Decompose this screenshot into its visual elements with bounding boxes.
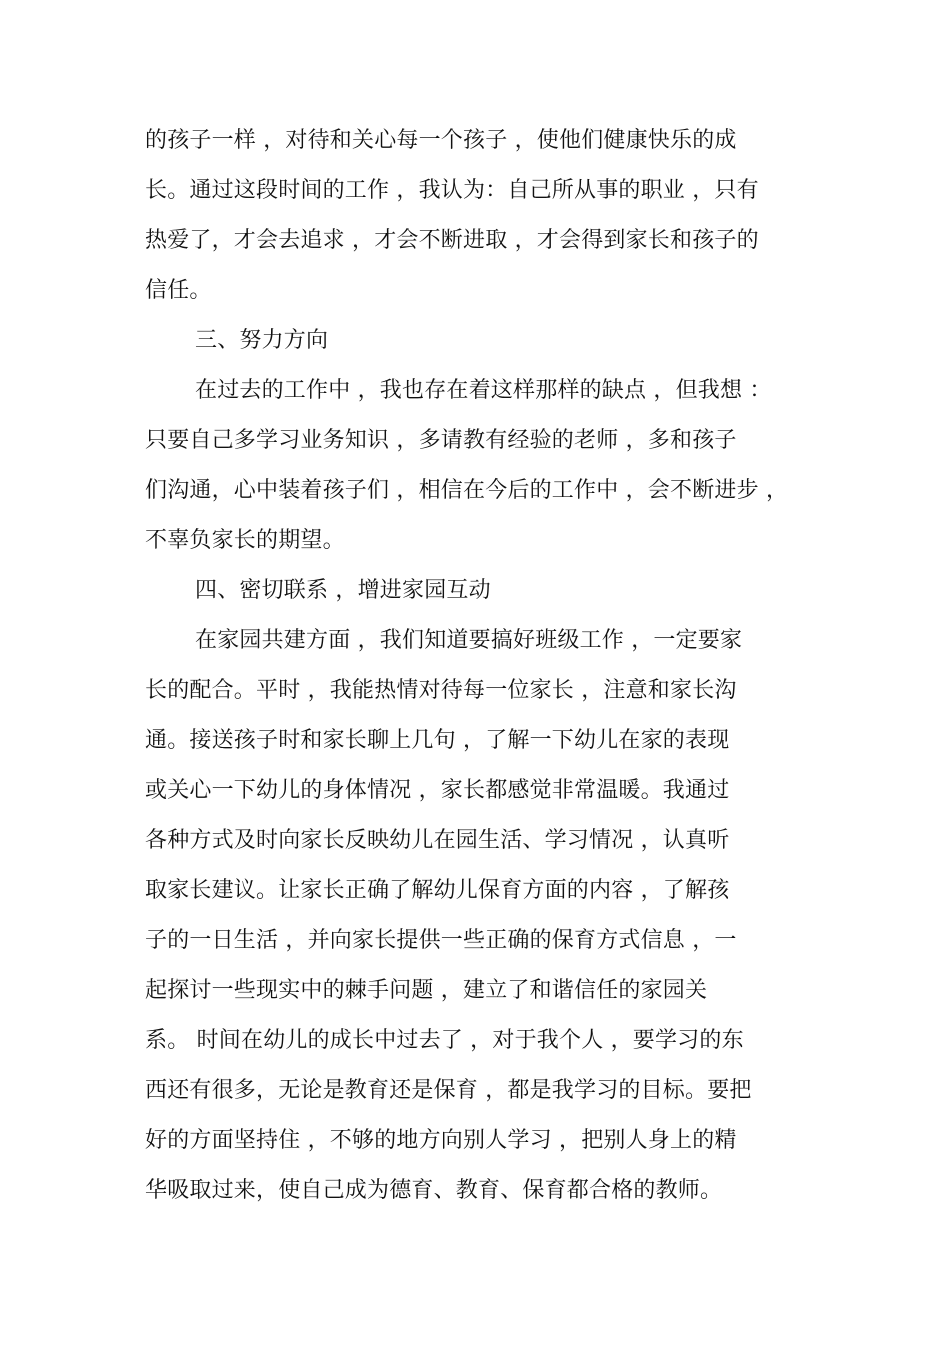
paragraph-line: 系。 时间在幼儿的成长中过去了 ，对于我个人 ，要学习的东 <box>145 1028 744 1053</box>
paragraph-line: 长的配合。平时 ，我能热情对待每一位家长 ，注意和家长沟 <box>145 678 737 703</box>
paragraph-line: 不辜负家长的期望。 <box>145 528 345 553</box>
paragraph-line: 长。通过这段时间的工作 ，我认为：自己所从事的职业 ，只有 <box>145 178 759 203</box>
paragraph-line: 们沟通，心中装着孩子们 ，相信在今后的工作中 ，会不断进步 ， <box>145 478 789 503</box>
paragraph-line: 的孩子一样 ，对待和关心每一个孩子 ，使他们健康快乐的成 <box>145 128 737 153</box>
paragraph-line: 信任。 <box>145 278 212 303</box>
section-heading: 四、密切联系 ，增进家园互动 <box>195 578 491 603</box>
paragraph-line: 通。接送孩子时和家长聊上几句 ，了解一下幼儿在家的表现 <box>145 728 730 753</box>
paragraph-line: 只要自己多学习业务知识 ，多请教有经验的老师 ，多和孩子 <box>145 428 737 453</box>
paragraph-line: 取家长建议。让家长正确了解幼儿保育方面的内容 ，了解孩 <box>145 878 730 903</box>
paragraph-line: 子的一日生活 ，并向家长提供一些正确的保育方式信息 ，一 <box>145 928 737 953</box>
paragraph-line: 各种方式及时向家长反映幼儿在园生活、学习情况 ，认真听 <box>145 828 730 853</box>
paragraph-line: 在家园共建方面 ，我们知道要搞好班级工作 ，一定要家 <box>195 628 743 653</box>
paragraph-line: 热爱了，才会去追求 ，才会不断进取 ，才会得到家长和孩子的 <box>145 228 759 253</box>
paragraph-line: 华吸取过来，使自己成为德育、教育、保育都合格的教师。 <box>145 1178 723 1203</box>
paragraph-line: 好的方面坚持住 ，不够的地方向别人学习 ，把别人身上的精 <box>145 1128 737 1153</box>
paragraph-line: 起探讨一些现实中的棘手问题 ，建立了和谐信任的家园关 <box>145 978 708 1003</box>
section-heading: 三、努力方向 <box>195 328 329 353</box>
paragraph-line: 或关心一下幼儿的身体情况 ，家长都感觉非常温暖。我通过 <box>145 778 730 803</box>
paragraph-line: 西还有很多，无论是教育还是保育 ，都是我学习的目标。要把 <box>145 1078 752 1103</box>
paragraph-line: 在过去的工作中 ，我也存在着这样那样的缺点 ，但我想 ： <box>195 378 772 403</box>
